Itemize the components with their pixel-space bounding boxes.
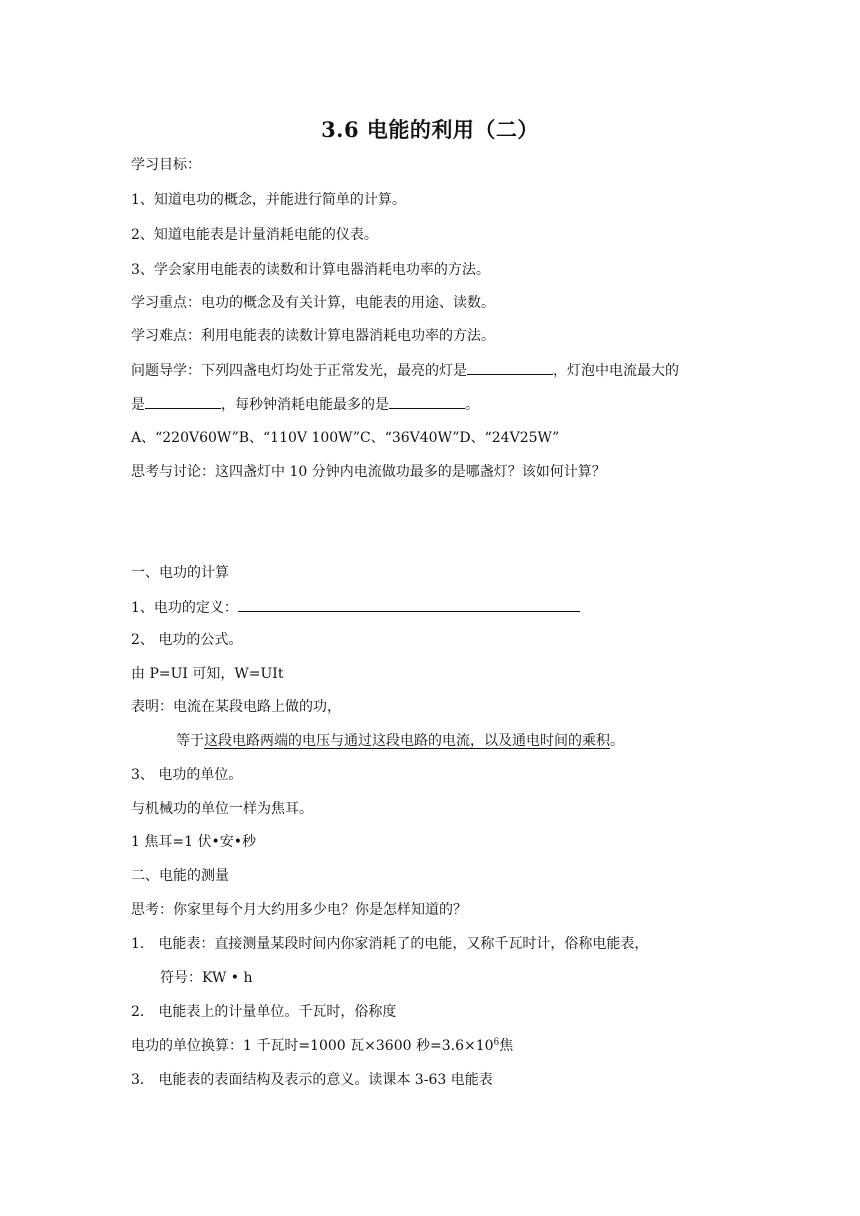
definition-label: 1、电功的定义： (131, 600, 238, 616)
guide-text-2b: ，每秒钟消耗电能最多的是 (221, 397, 389, 413)
think-question: 思考：你家里每个月大约用多少电？你是怎样知道的？ (131, 902, 467, 918)
guide-text-1b: ，灯泡中电流最大的 (553, 363, 679, 379)
conversion-unit: 焦 (499, 1038, 514, 1054)
guide-text-2c: 。 (465, 397, 479, 413)
unit-conversion (131, 1036, 513, 1056)
conversion-text: 电功的单位换算：1 千瓦时=1000 瓦×3600 秒=3.6×10 (131, 1038, 494, 1054)
difficulty: 学习难点：利用电能表的读数计算电器消耗电功率的方法。 (131, 328, 495, 344)
key-point: 学习重点：电功的概念及有关计算，电能表的用途、读数。 (131, 295, 495, 311)
formula: 由 P=UI 可知，W=UIt (131, 666, 284, 682)
conversion-exponent: 6 (493, 1037, 500, 1048)
meaning-underlined: 这段电路两端的电压与通过这段电路的电流，以及通电时间的乘积 (204, 733, 610, 749)
discussion-question: 思考与讨论：这四盏灯中 10 分钟内电流做功最多的是哪盏灯？该如何计算？ (131, 464, 606, 480)
objective-item-1: 1、知道电功的概念，并能进行简单的计算。 (131, 192, 406, 208)
meter-item-2: 2． 电能表上的计量单位。千瓦时，俗称度 (131, 1004, 397, 1020)
meter-item-1: 1． 电能表：直接测量某段时间内你家消耗了的电能，又称千瓦时计，俗称电能表， (131, 936, 649, 952)
section1-heading: 一、电功的计算 (131, 565, 229, 581)
guide-text-1a: 问题导学：下列四盏电灯均处于正常发光，最亮的灯是 (131, 363, 467, 379)
answer-blank-definition[interactable] (238, 597, 580, 612)
objective-item-3: 3、学会家用电能表的读数和计算电器消耗电功率的方法。 (131, 262, 490, 278)
page-title: 3.6 电能的利用（二） (321, 117, 539, 142)
guide-line-1 (131, 360, 679, 381)
formula-heading: 2、 电功的公式。 (131, 632, 243, 648)
meaning-detail (176, 731, 624, 751)
answer-blank-max-current[interactable] (145, 394, 221, 409)
meaning-line: 表明：电流在某段电路上做的功， (131, 699, 341, 715)
meaning-suffix: 。 (610, 733, 624, 749)
guide-line-2 (131, 394, 479, 415)
guide-text-2a: 是 (131, 397, 145, 413)
unit-equation: 1 焦耳=1 伏•安•秒 (131, 834, 256, 850)
lamp-options: A、“220V60W”B、“110V 100W”C、“36V40W”D、“24V25W” (131, 430, 560, 446)
objective-item-2: 2、知道电能表是计量消耗电能的仪表。 (131, 227, 378, 243)
answer-blank-max-energy[interactable] (389, 394, 465, 409)
objectives-heading: 学习目标： (131, 157, 201, 173)
meter-symbol: 符号：KW • h (160, 970, 253, 986)
meaning-prefix: 等于 (176, 733, 204, 749)
answer-blank-brightest[interactable] (467, 360, 553, 375)
section2-heading: 二、电能的测量 (131, 868, 229, 884)
definition-line (131, 597, 580, 618)
unit-heading: 3、 电功的单位。 (131, 767, 243, 783)
meter-item-3: 3． 电能表的表面结构及表示的意义。读课本 3-63 电能表 (131, 1072, 493, 1088)
unit-text: 与机械功的单位一样为焦耳。 (131, 801, 313, 817)
